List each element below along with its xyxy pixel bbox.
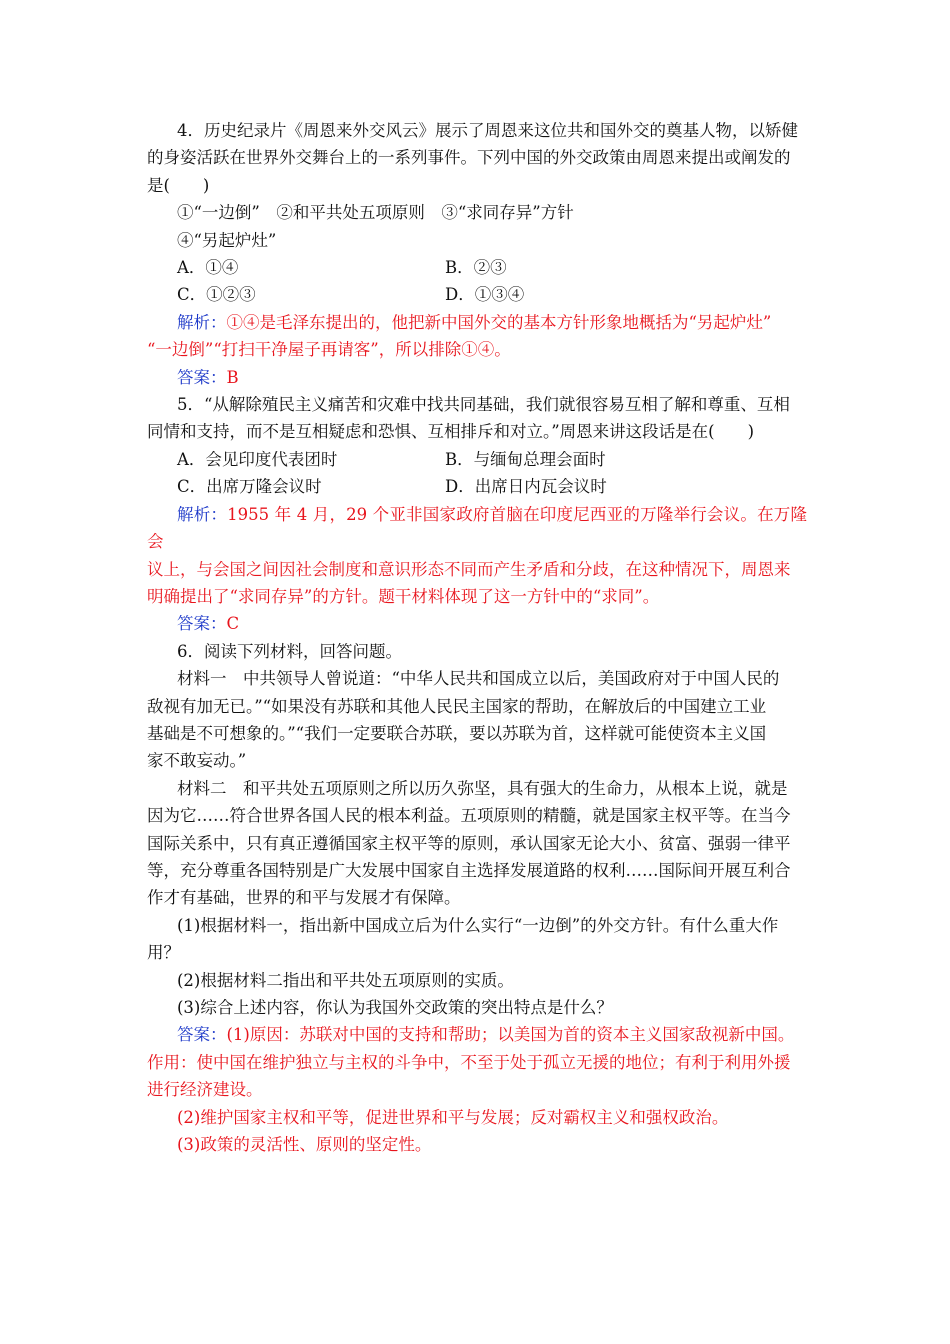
q6-answer-line-1 <box>147 1021 807 1048</box>
q5-analysis-text-1: 1955 年 4 月，29 个亚非国家政府首脑在印度尼西亚的万隆举行会议。在万隆会 <box>147 504 808 552</box>
q5-option-a: A．会见印度代表团时 <box>177 449 338 469</box>
q4-analysis-line-1 <box>147 309 807 336</box>
q4-option-b: B．②③ <box>445 258 507 278</box>
q6-material-1-line-3: 基础是不可想象的。”“我们一定要联合苏联，要以苏联为首，这样就可能使资本主义国 <box>147 723 767 743</box>
q6-material-2-line-1: 材料二 和平共处五项原则之所以历久弥坚，具有强大的生命力，从根本上说，就是 <box>177 778 788 798</box>
q4-answer-label: 答案： <box>177 367 227 387</box>
q5-analysis-label: 解析： <box>177 504 228 524</box>
document-page <box>147 117 807 1158</box>
q4-option-a: A．①④ <box>177 258 239 278</box>
q4-options-row-1 <box>147 254 807 281</box>
q4-analysis-line-2: “一边倒”“打扫干净屋子再请客”，所以排除①④。 <box>147 340 511 360</box>
q5-options-row-2 <box>147 473 807 500</box>
q6-answer-3: (3)政策的灵活性、原则的坚定性。 <box>177 1135 432 1155</box>
q5-analysis-line-2: 议上，与会国之间因社会制度和意识形态不同而产生矛盾和分歧，在这种情况下，周恩来 <box>147 559 791 579</box>
q6-subquestion-1-line-1: (1)根据材料一，指出新中国成立后为什么实行“一边倒”的外交方针。有什么重大作 <box>177 915 779 935</box>
q4-stem-line-3: 是( ) <box>147 175 210 195</box>
question-6 <box>147 638 807 1159</box>
question-4 <box>147 117 807 391</box>
q6-subquestion-2: (2)根据材料二指出和平共处五项原则的实质。 <box>177 970 514 990</box>
q4-items-line-2: ④“另起炉灶” <box>177 230 277 250</box>
q4-stem-line-2: 的身姿活跃在世界外交舞台上的一系列事件。下列中国的外交政策由周恩来提出或阐发的 <box>147 148 791 168</box>
q5-option-b: B．与缅甸总理会面时 <box>445 449 606 469</box>
question-5 <box>147 391 807 638</box>
q5-analysis-line-3: 明确提出了“求同存异”的方针。题干材料体现了这一方针中的“求同”。 <box>147 586 660 606</box>
q6-material-1-line-2: 敌视有加无已。”“如果没有苏联和其他人民民主国家的帮助，在解放后的中国建立工业 <box>147 696 767 716</box>
q5-answer-label: 答案： <box>177 614 227 634</box>
q6-subquestion-3: (3)综合上述内容，你认为我国外交政策的突出特点是什么？ <box>177 998 613 1017</box>
q5-answer <box>147 610 807 637</box>
q6-material-2-line-2: 因为它……符合世界各国人民的根本利益。五项原则的精髓，就是国家主权平等。在当今 <box>147 806 791 826</box>
q4-stem-line-1: 4．历史纪录片《周恩来外交风云》展示了周恩来这位共和国外交的奠基人物，以矫健 <box>177 121 798 140</box>
q6-material-2-line-4: 等，充分尊重各国特别是广大发展中国家自主选择发展道路的权利……国际间开展互利合 <box>147 860 791 880</box>
q6-answer-label: 答案： <box>177 1025 227 1045</box>
q5-analysis-line-1 <box>147 501 807 556</box>
q5-option-d: D．出席日内瓦会议时 <box>445 477 607 497</box>
q4-analysis-text-1: ①④是毛泽东提出的，他把新中国外交的基本方针形象地概括为“另起炉灶” <box>226 312 772 332</box>
q6-answer-1-text-1: (1)原因：苏联对中国的支持和帮助；以美国为首的资本主义国家敌视新中国。 <box>226 1025 795 1045</box>
q6-material-2-line-5: 作才有基础，世界的和平与发展才有保障。 <box>147 888 461 908</box>
q4-items-line-1: ①“一边倒” ②和平共处五项原则 ③“求同存异”方针 <box>177 203 574 223</box>
q5-option-c: C．出席万隆会议时 <box>177 477 322 497</box>
q4-analysis-label: 解析： <box>177 312 227 332</box>
q6-subquestion-1-line-2: 用？ <box>147 943 180 963</box>
q4-answer-value: B <box>226 367 239 387</box>
q6-material-1-line-4: 家不敢妄动。” <box>147 751 247 771</box>
q6-material-1-line-1: 材料一 中共领导人曾说道：“中华人民共和国成立以后，美国政府对于中国人民的 <box>177 669 780 689</box>
q6-material-2-line-3: 国际关系中，只有真正遵循国家主权平等的原则，承认国家无论大小、贫富、强弱一律平 <box>147 833 791 853</box>
q5-stem-line-1: 5．“从解除殖民主义痛苦和灾难中找共同基础，我们就很容易互相了解和尊重、互相 <box>177 395 790 415</box>
q4-options-row-2 <box>147 281 807 308</box>
q5-options-row-1 <box>147 446 807 473</box>
q4-option-d: D．①③④ <box>445 285 525 305</box>
q6-stem: 6．阅读下列材料，回答问题。 <box>177 641 402 661</box>
q6-answer-1-line-2: 作用：使中国在维护独立与主权的斗争中，不至于处于孤立无援的地位；有利于利用外援 <box>147 1052 791 1072</box>
q6-answer-1-line-3: 进行经济建设。 <box>147 1080 263 1100</box>
q5-stem-line-2: 同情和支持，而不是互相疑虑和恐惧、互相排斥和对立。”周恩来讲这段话是在( ) <box>147 422 755 442</box>
q6-answer-2: (2)维护国家主权和平等，促进世界和平与发展；反对霸权主义和强权政治。 <box>177 1107 729 1127</box>
q4-answer <box>147 364 807 391</box>
q5-answer-value: C <box>226 614 240 634</box>
q4-option-c: C．①②③ <box>177 285 256 305</box>
